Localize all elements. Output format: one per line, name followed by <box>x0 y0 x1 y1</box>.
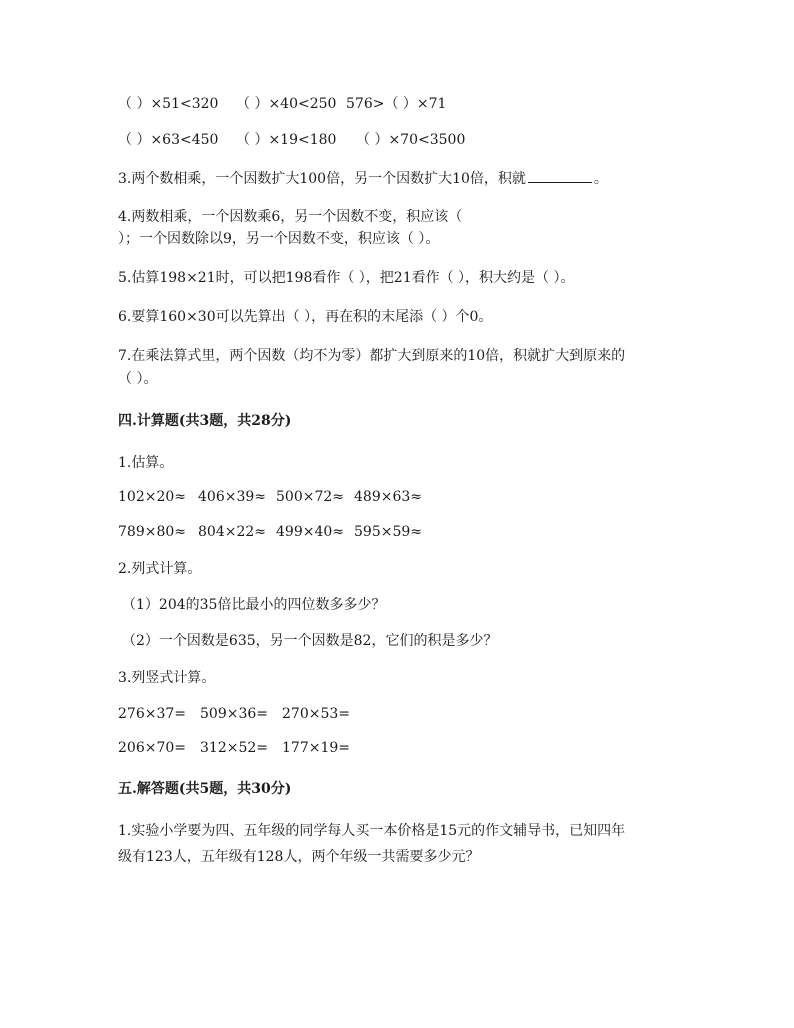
estimate-cell: 804×22≈ <box>198 524 266 540</box>
answer-blank[interactable] <box>528 170 592 183</box>
calc-cell: 276×37= <box>118 706 186 722</box>
inequality-row-1 <box>118 96 446 112</box>
inequality-cell: （ ）×63<450 <box>118 132 219 148</box>
section-5-question-1-line-2: 级有123人，五年级有128人，两个年级一共需要多少元？ <box>118 849 480 865</box>
estimate-cell: 595×59≈ <box>354 524 422 540</box>
estimate-row-1 <box>118 489 422 505</box>
inequality-cell: 576>（ ）×71 <box>346 96 447 112</box>
vertical-calc-row-1 <box>118 706 350 722</box>
section-5-question-1-line-1: 1.实验小学要为四、五年级的同学每人买一本价格是15元的作文辅导书，已知四年 <box>118 823 626 839</box>
question-4-line-2: ）；一个因数除以9，另一个因数不变，积应该（ ）。 <box>118 231 440 247</box>
estimate-cell: 499×40≈ <box>276 524 344 540</box>
estimate-cell: 489×63≈ <box>354 489 422 505</box>
calc-cell: 509×36= <box>200 706 268 722</box>
section-5-heading: 五.解答题(共5题，共30分) <box>118 781 292 797</box>
estimate-row-2 <box>118 524 422 540</box>
section-4-question-2: 2.列式计算。 <box>118 561 202 577</box>
inequality-row-2 <box>118 132 465 148</box>
question-3 <box>118 170 608 187</box>
question-7-line-2: （ ）。 <box>118 371 158 387</box>
vertical-calc-row-2 <box>118 740 350 756</box>
estimate-cell: 102×20≈ <box>118 489 186 505</box>
question-3-text: 3.两个数相乘，一个因数扩大100倍，另一个因数扩大10倍，积就 <box>118 171 526 187</box>
estimate-cell: 406×39≈ <box>198 489 266 505</box>
estimate-cell: 500×72≈ <box>276 489 344 505</box>
calc-cell: 312×52= <box>200 740 268 756</box>
question-3-end: 。 <box>593 171 608 187</box>
estimate-cell: 789×80≈ <box>118 524 186 540</box>
inequality-cell: （ ）×40<250 <box>236 96 337 112</box>
question-4-line-1: 4.两数相乘，一个因数乘6，另一个因数不变，积应该（ <box>118 209 463 225</box>
calc-cell: 177×19= <box>282 740 350 756</box>
question-5: 5.估算198×21时，可以把198看作（ ），把21看作（ ），积大约是（ ）。 <box>118 270 575 286</box>
section-4-question-2a: （1）204的35倍比最小的四位数多多少？ <box>122 597 386 613</box>
inequality-cell: （ ）×51<320 <box>118 96 219 112</box>
section-4-heading: 四.计算题(共3题，共28分) <box>118 413 292 429</box>
inequality-cell: （ ）×19<180 <box>236 132 337 148</box>
section-4-question-2b: （2）一个因数是635，另一个因数是82，它们的积是多少？ <box>122 633 498 649</box>
calc-cell: 206×70= <box>118 740 186 756</box>
calc-cell: 270×53= <box>282 706 350 722</box>
section-4-question-3: 3.列竖式计算。 <box>118 670 216 686</box>
inequality-cell: （ ）×70<3500 <box>356 132 466 148</box>
question-6: 6.要算160×30可以先算出（ ），再在积的末尾添（ ）个0。 <box>118 309 493 325</box>
section-4-question-1: 1.估算。 <box>118 455 174 471</box>
question-7-line-1: 7.在乘法算式里，两个因数（均不为零）都扩大到原来的10倍，积就扩大到原来的 <box>118 348 626 364</box>
